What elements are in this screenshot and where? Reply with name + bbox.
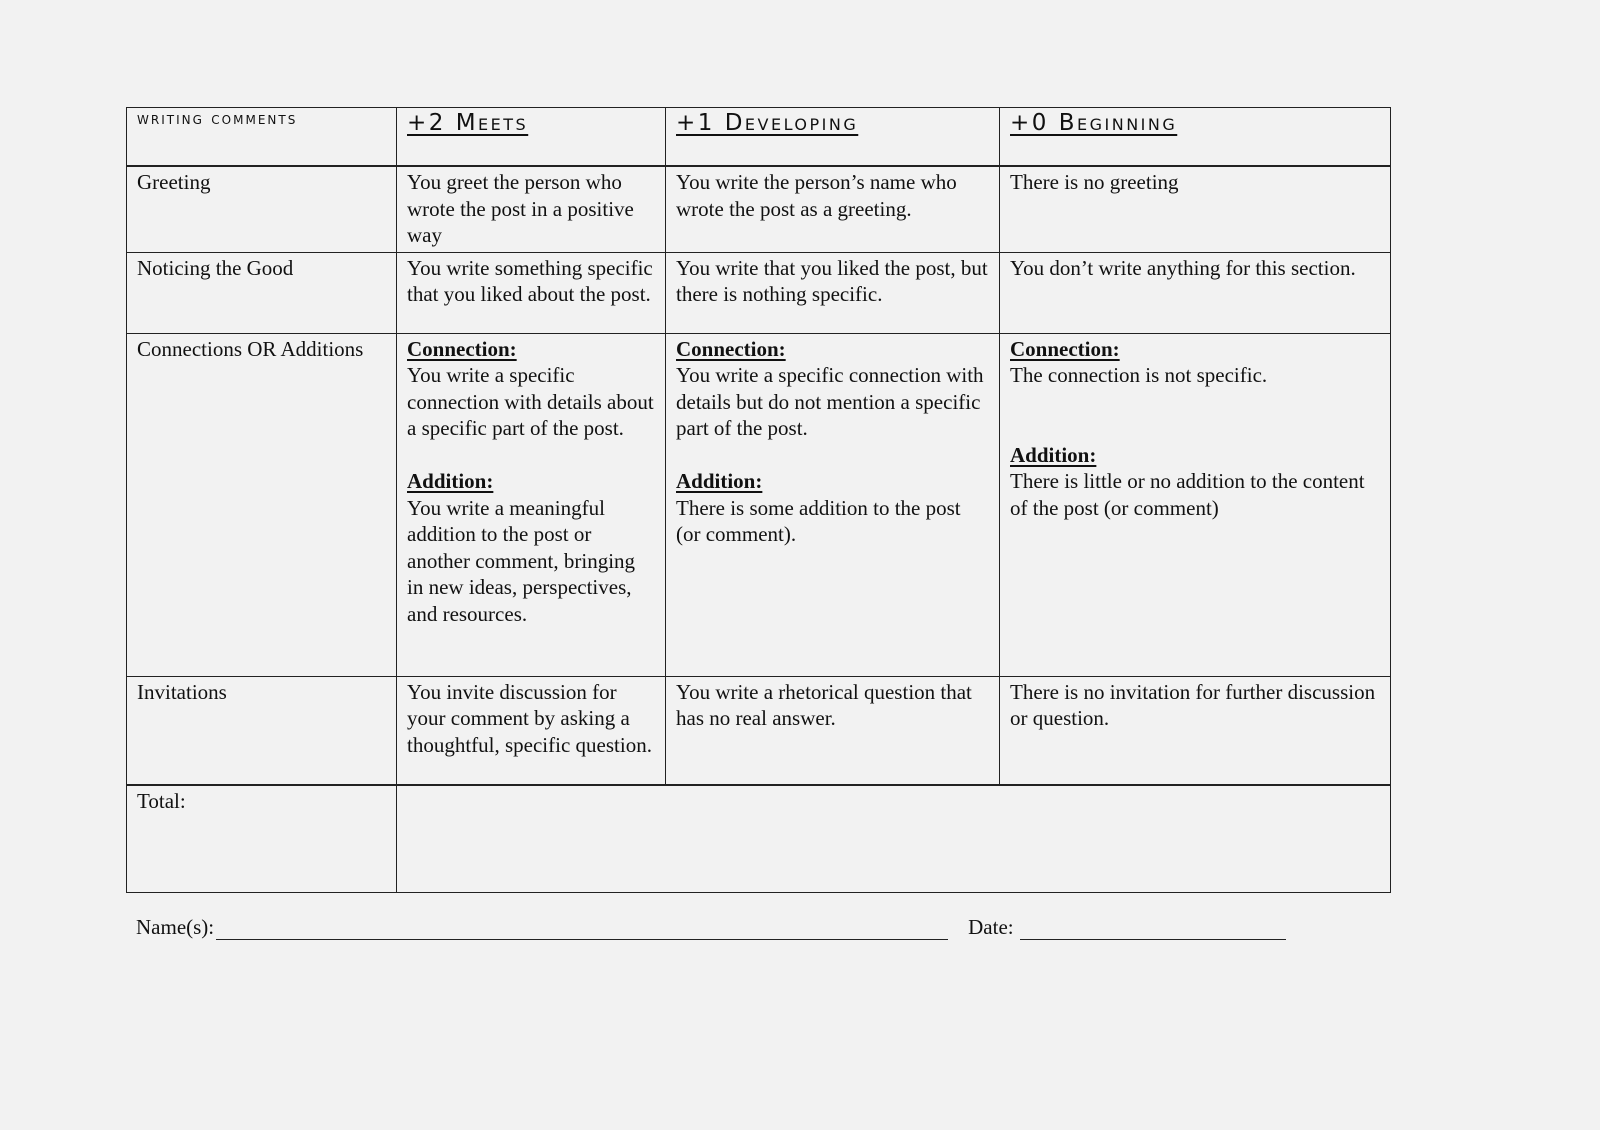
criterion-invitations: Invitations [127, 676, 397, 785]
noticing-beginning: You don’t write anything for this section. [1000, 252, 1391, 333]
connections-beginning [1000, 333, 1391, 676]
date-field[interactable] [1020, 917, 1286, 940]
date-label: Date: [968, 915, 1014, 939]
rubric-table [126, 107, 1391, 893]
table-row [127, 252, 1391, 333]
noticing-developing: You write that you liked the post, but there is nothing specific. [666, 252, 1000, 333]
table-row [127, 166, 1391, 252]
level-header-meets: +2 Meets [397, 108, 666, 167]
level-header-developing: +1 Developing [666, 108, 1000, 167]
total-label: Total: [127, 785, 397, 893]
level-header-beginning: +0 Beginning [1000, 108, 1391, 167]
criterion-connections-or-additions: Connections OR Additions [127, 333, 397, 676]
addition-text: You write a meaningful addition to the post or another comment, bringing in new ideas, perspectives, and resources. [407, 495, 636, 626]
total-row [127, 785, 1391, 893]
greeting-developing: You write the person’s name who wrote the post as a greeting. [666, 166, 1000, 252]
table-row [127, 333, 1391, 676]
addition-label: Addition: [1010, 442, 1097, 467]
connection-label: Connection: [407, 336, 517, 361]
connection-text: The connection is not specific. [1010, 363, 1268, 387]
addition-label: Addition: [407, 469, 494, 493]
greeting-meets: You greet the person who wrote the post in a positive way [397, 166, 666, 252]
connection-text: You write a specific connection with details but do not mention a specific part of the post. [676, 363, 984, 440]
invitations-meets: You invite discussion for your comment by asking a thoughtful, specific question. [397, 676, 666, 785]
rubric-title: writing comments [127, 108, 397, 167]
addition-text: There is some addition to the post (or comment). [676, 495, 961, 546]
criterion-noticing-the-good: Noticing the Good [127, 252, 397, 333]
greeting-beginning: There is no greeting [1000, 166, 1391, 252]
noticing-meets: You write something specific that you liked about the post. [397, 252, 666, 333]
table-row [127, 676, 1391, 785]
invitations-developing: You write a rhetorical question that has no real answer. [666, 676, 1000, 785]
connections-developing [666, 333, 1000, 676]
connections-meets [397, 333, 666, 676]
addition-label: Addition: [676, 469, 763, 493]
connection-text: You write a specific connection with details about a specific part of the post. [407, 363, 654, 440]
addition-text: There is little or no addition to the content of the post (or comment) [1010, 469, 1365, 520]
connection-label: Connection: [676, 336, 786, 361]
footer [136, 914, 1286, 940]
connection-label: Connection: [1010, 336, 1120, 361]
total-score-field[interactable] [397, 785, 1391, 893]
rubric-header-row [127, 108, 1391, 167]
name-field[interactable] [216, 917, 948, 940]
criterion-greeting: Greeting [127, 166, 397, 252]
name-label: Name(s): [136, 915, 215, 939]
invitations-beginning: There is no invitation for further discussion or question. [1000, 676, 1391, 785]
